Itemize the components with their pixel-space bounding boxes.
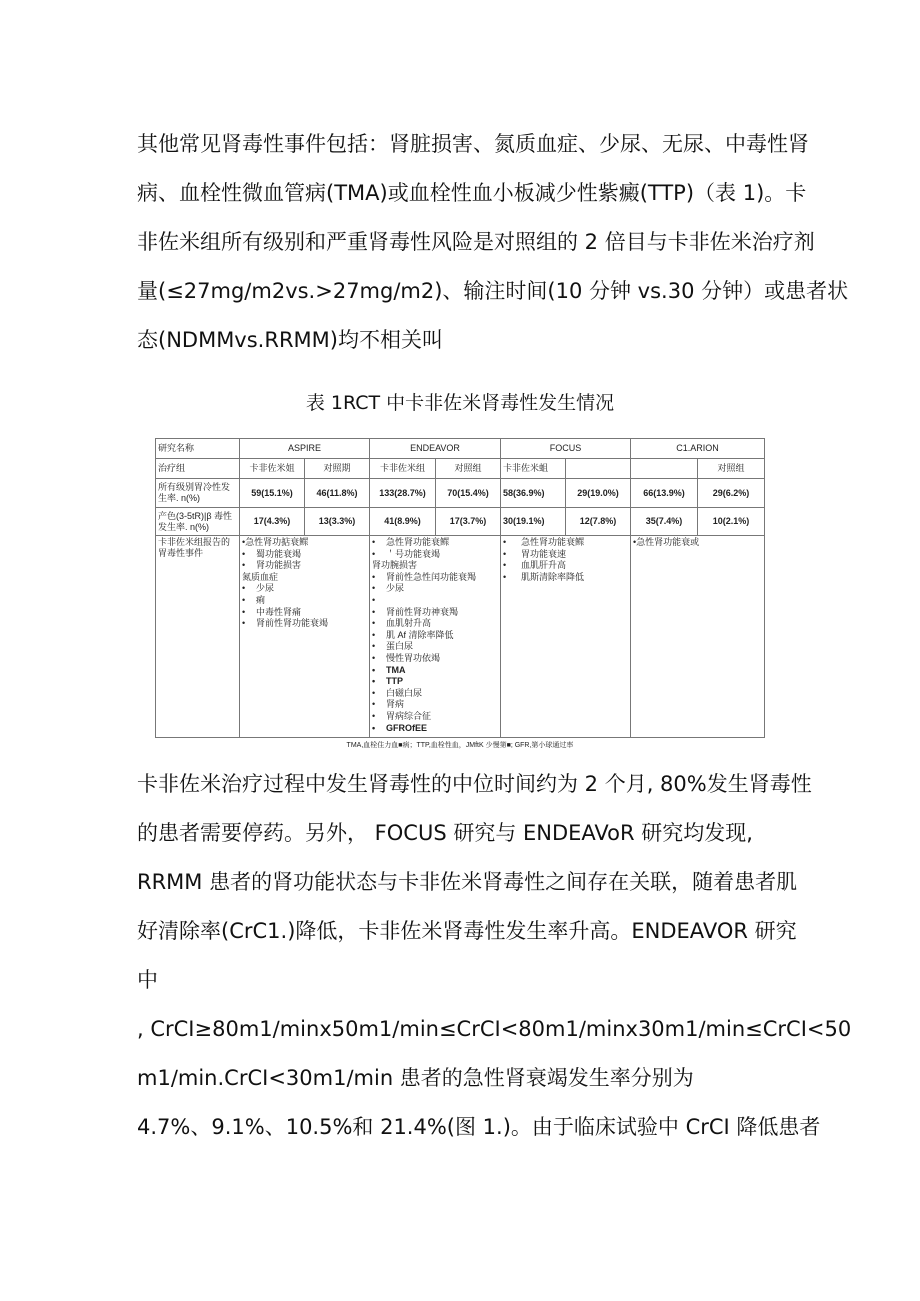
list-item: • 急性肾功能衰鳏 xyxy=(372,537,498,549)
table-cell: 59(15.1%) xyxy=(240,479,305,508)
table-row xyxy=(156,459,765,479)
aspire-events-cell xyxy=(240,536,370,738)
list-item: • 中毒性肾痛 xyxy=(242,607,367,619)
list-item: • 慢性胃功依竭 xyxy=(372,653,498,665)
text-line: , CrCI≥80m1∕minx50m1∕min≤CrCI<80m1∕minx30m1∕min≤CrCI<50 xyxy=(137,1017,852,1041)
list-item: • 蛋白尿 xyxy=(372,641,498,653)
list-item: • 血肌肝升高 xyxy=(503,560,628,572)
table-cell: 卡非佐米组 xyxy=(370,459,436,479)
intro-paragraph xyxy=(137,120,849,365)
table-cell: 30(19.1%) xyxy=(501,508,566,536)
text-line: 病、血栓性微血管病(TMA)或血栓性血小板减少性紫癜(TTP)（表 1)。卡 xyxy=(137,181,807,205)
table-cell: 35(7.4%) xyxy=(631,508,698,536)
table-cell: 133(28.7%) xyxy=(370,479,436,508)
text-line: 的患者需要停药。另外， FOCUS 研究与 ENDEAVoR 研究均发现, xyxy=(137,821,753,845)
list-item: •急性肾功掂衰鳏 xyxy=(242,537,309,547)
list-item: • GFROfEE xyxy=(372,723,498,735)
text-line: 卡非佐米治疗过程中发生肾毒性的中位时间约为 2 个月, 80%发生肾毒性 xyxy=(137,772,812,796)
table-row xyxy=(156,536,765,738)
list-item: 氮质血症 xyxy=(242,571,279,582)
table-cell: 29(6.2%) xyxy=(698,479,765,508)
clarion-events-cell xyxy=(631,536,765,738)
table-cell xyxy=(566,459,631,479)
table-footnote: TMA,血栓住力血■病；TTP,血栓性血，JMftK 少慢第■; GFR,第小球通过率 xyxy=(346,742,574,749)
renal-toxicity-table xyxy=(155,438,765,738)
table-cell: 12(7.8%) xyxy=(566,508,631,536)
table-cell: 17(3.7%) xyxy=(436,508,501,536)
table-cell: 治疗组 xyxy=(156,459,240,479)
list-item: 肾功腕损害 xyxy=(372,560,418,571)
list-item: • 血肌射升高 xyxy=(372,618,498,630)
list-item: • 肾前性肾功神衰羯 xyxy=(372,607,498,619)
list-item: • TMA xyxy=(372,665,498,677)
list-item: • 少尿 xyxy=(372,583,498,595)
list-item: • 白磁白尿 xyxy=(372,688,498,700)
text-line: 非佐米组所有级别和严重肾毒性风险是对照组的 2 倍目与卡非佐米治疗剂 xyxy=(137,230,815,254)
table-cell: 对照期 xyxy=(305,459,370,479)
header-cell: ENDEAVOR xyxy=(370,439,501,459)
endeavor-events-cell xyxy=(370,536,501,738)
focus-events-cell xyxy=(501,536,631,738)
table-cell: 46(11.8%) xyxy=(305,479,370,508)
text-line: 好清除率(CrC1.)降低，卡非佐米肾毒性发生率升高。ENDEAVOR 研究 xyxy=(137,919,797,943)
list-item: • 急性肾功能衰鳏 xyxy=(503,537,628,549)
list-item: • 肾前性肾功能衰竭 xyxy=(242,618,367,630)
list-item: • 胃病综合征 xyxy=(372,711,498,723)
list-item: • ＇号功能衰竭 xyxy=(372,549,498,561)
list-item: • 痢 xyxy=(242,595,367,607)
list-item: • 肌斯清除率降低 xyxy=(503,572,628,584)
table-cell: 66(13.9%) xyxy=(631,479,698,508)
table-cell: 对照组 xyxy=(698,459,765,479)
text-line: 态(NDMMvs.RRMM)均不相关叫 xyxy=(137,328,443,352)
table-caption: 表 1RCT 中卡非佐米肾毒性发生情况 xyxy=(305,392,615,414)
list-item xyxy=(372,595,498,607)
list-item: • 肾前性急性闰功能衰羯 xyxy=(372,572,498,584)
table-cell: 70(15.4%) xyxy=(436,479,501,508)
table-cell: 10(2.1%) xyxy=(698,508,765,536)
header-cell: ASPIRE xyxy=(240,439,370,459)
table-cell: 所有级别胃冷性发生率. n(%) xyxy=(156,479,240,508)
text-line: 4.7%、9.1%、10.5%和 21.4%(图 1.)。由于临床试验中 CrCI 降低患者 xyxy=(137,1115,821,1139)
text-line: RRMM 患者的肾功能状态与卡非佐米肾毒性之间存在关联，随着患者肌 xyxy=(137,870,798,894)
text-line: 量(≤27mg∕m2vs.>27mg/m2)、输注时间(10 分钟 vs.30 分钟）或患者状 xyxy=(137,279,849,303)
list-item: • 少尿 xyxy=(242,583,367,595)
table-cell: 卡非佐米蛆 xyxy=(501,459,566,479)
event-list xyxy=(633,537,762,549)
list-item: • 肾病 xyxy=(372,699,498,711)
table-cell: 29(19.0%) xyxy=(566,479,631,508)
table-row xyxy=(156,439,765,459)
header-cell: C1.ARION xyxy=(631,439,765,459)
event-list xyxy=(503,537,628,583)
body-paragraph xyxy=(137,760,852,1152)
header-cell: 研究名称 xyxy=(156,439,240,459)
event-list xyxy=(372,537,498,734)
table-cell xyxy=(631,459,698,479)
header-cell: FOCUS xyxy=(501,439,631,459)
table-cell: 58(36.9%) xyxy=(501,479,566,508)
list-item: • TTP xyxy=(372,676,498,688)
list-item: • 肌 Af 清除率降低 xyxy=(372,630,498,642)
table-cell: 41(8.9%) xyxy=(370,508,436,536)
text-line: 中 xyxy=(137,968,158,992)
text-line: m1∕min.CrCI<30m1∕min 患者的急性肾衰竭发生率分别为 xyxy=(137,1066,694,1090)
table-cell: 13(3.3%) xyxy=(305,508,370,536)
table-row xyxy=(156,479,765,508)
table-row xyxy=(156,508,765,536)
list-item: •急性肾功能衰或 xyxy=(633,537,700,547)
table-cell: 17(4.3%) xyxy=(240,508,305,536)
table-cell: 卡非佐米组报告的胃毒性事件 xyxy=(156,536,240,738)
table-cell: 产色(3-5tR)|β 毒性发生率. n(%) xyxy=(156,508,240,536)
list-item: • 蜀功能衰竭 xyxy=(242,549,367,561)
text-line: 其他常见肾毒性事件包括：肾脏损害、氮质血症、少尿、无尿、中毒性肾 xyxy=(137,132,809,156)
list-item: • 肾功能损害 xyxy=(242,560,367,572)
event-list xyxy=(242,537,367,630)
table-cell: 卡非佐米姐 xyxy=(240,459,305,479)
list-item: • 胃功能衰速 xyxy=(503,549,628,561)
table-cell: 对照组 xyxy=(436,459,501,479)
